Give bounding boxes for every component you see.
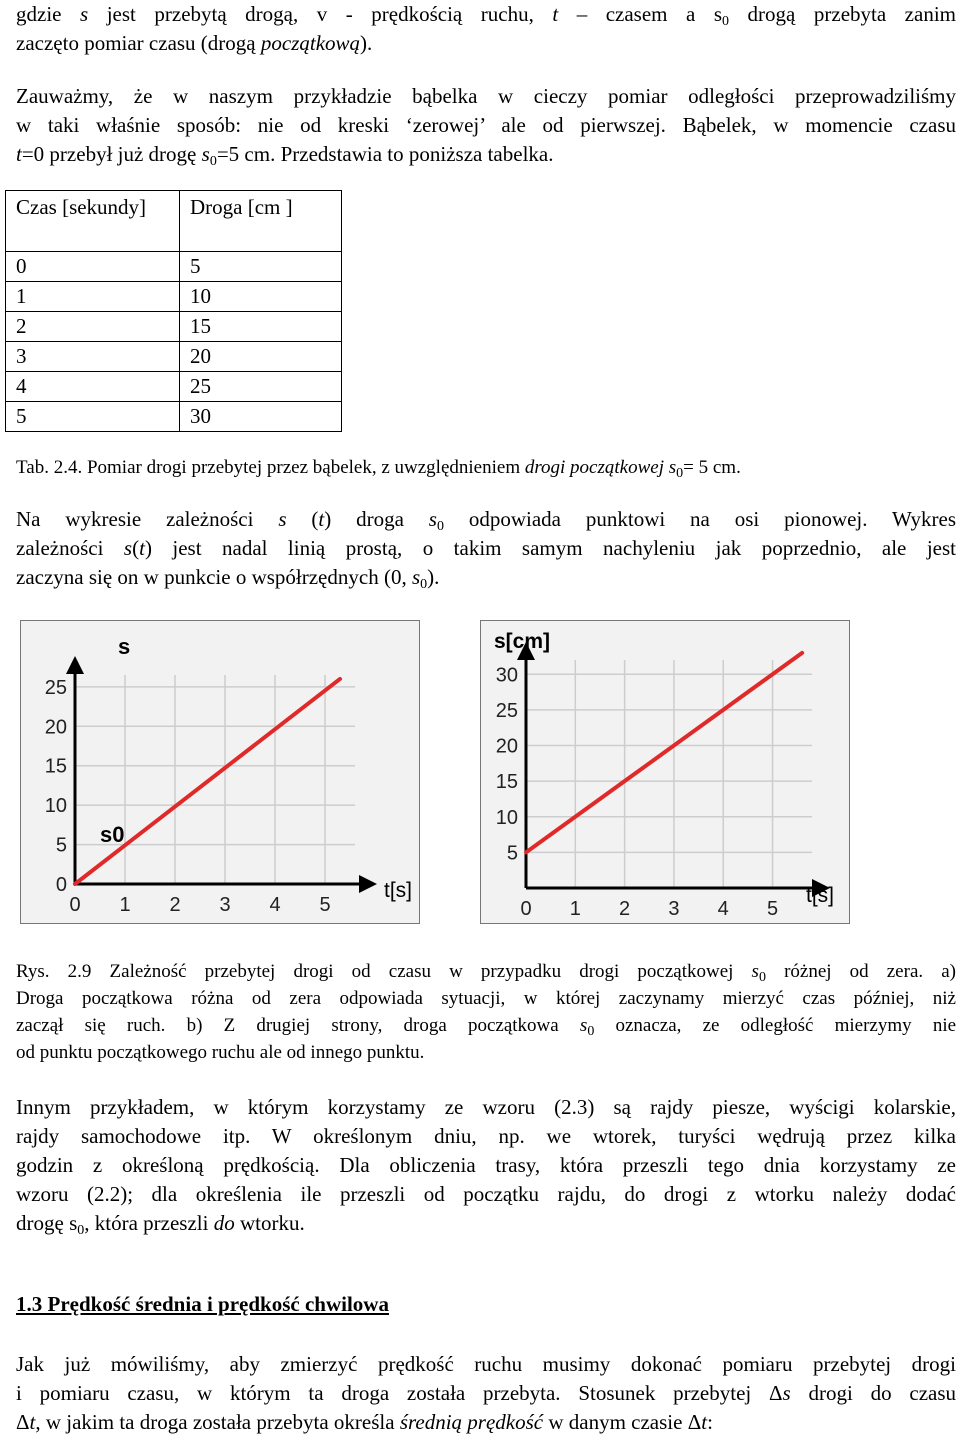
text-line: Zauważmy, że w naszym przykładzie bąbelka w cieczy pomiar odległości przeprowadziliśmy — [16, 84, 956, 108]
y-tick-label: 5 — [506, 842, 518, 865]
chart-distance-time-b — [480, 620, 850, 924]
text-line: Na wykresie zależności s (t) droga $s_0$ odpowiada punktowi na osi pionowej. Wykres — [16, 507, 957, 534]
y-tick-label: 25 — [44, 676, 67, 699]
table-row — [6, 252, 342, 282]
x-tick-label: 3 — [668, 898, 680, 920]
y-axis-label: s — [118, 634, 131, 659]
table-row — [6, 402, 342, 432]
y-tick-label: 20 — [44, 716, 67, 739]
text-line: zaczęto pomiar czasu (drogą początkową). — [16, 31, 373, 55]
s0-annotation: s0 — [100, 822, 125, 847]
y-tick-label: 10 — [495, 806, 518, 829]
figure-caption — [16, 958, 956, 1066]
table-cell: 30 — [180, 402, 342, 432]
text-line: Innym przykładem, w którym korzystamy ze wzoru (2.3) są rajdy piesze, wyścigi kolarskie, — [16, 1095, 956, 1119]
x-axis-label: t[s] — [806, 884, 835, 907]
table-cell: 1 — [6, 282, 180, 312]
table-row — [6, 372, 342, 402]
x-tick-label: 4 — [269, 894, 281, 916]
x-tick-label: 2 — [169, 894, 181, 916]
x-tick-label: 1 — [119, 894, 131, 916]
x-tick-label: 3 — [219, 894, 231, 916]
y-tick-label: 10 — [44, 795, 67, 818]
text-line: Droga początkowa różna od zera odpowiada sytuacji, w której zaczynamy mierzyć czas później, niż — [16, 988, 956, 1009]
text-line: t=0 przebył już drogę $s_0=5$ cm. Przedstawia to poniższa tabelka. — [16, 142, 554, 169]
table-cell: 5 — [6, 402, 180, 432]
x-tick-label: 0 — [520, 898, 532, 920]
y-tick-label: 30 — [495, 664, 518, 687]
y-tick-label: 5 — [55, 834, 67, 857]
x-tick-label: 4 — [717, 898, 729, 920]
paragraph-average-velocity — [16, 1350, 956, 1437]
x-tick-label: 1 — [569, 898, 581, 920]
paragraph-rally-example — [16, 1093, 956, 1238]
text-line: w taki właśnie sposób: nie od kreski ‘zerowej’ ale od pierwszej. Bąbelek, w momencie czasu — [16, 113, 956, 137]
text-line: zależności s(t) jest nadal linią prostą, o takim samym nachyleniu jak poprzednio, ale jest — [16, 536, 956, 560]
paragraph-bubble-example — [16, 82, 956, 169]
table-row — [6, 342, 342, 372]
text-line: zaczyna się on w punkcie o współrzędnych (0, $s_0$). — [16, 565, 440, 592]
table-cell: 25 — [180, 372, 342, 402]
chart-distance-time-a — [20, 620, 420, 924]
text-line: wzoru (2.2); dla określenia ile przeszli od początku rajdu, do drogi z wtorku należy dodać — [16, 1182, 956, 1206]
section-heading: 1.3 Prędkość średnia i prędkość chwilowa — [16, 1292, 389, 1316]
x-axis-label: t[s] — [384, 879, 413, 902]
table-cell: 20 — [180, 342, 342, 372]
table-cell: 15 — [180, 312, 342, 342]
y-tick-label: 15 — [495, 771, 518, 794]
text-line: rajdy samochodowe itp. W określonym dniu, np. we wtorek, turyści wędrują przez kilka — [16, 1124, 956, 1148]
table-cell: 2 — [6, 312, 180, 342]
x-tick-label: 0 — [69, 894, 81, 916]
table-cell: 10 — [180, 282, 342, 312]
text-line: Δt, w jakim ta droga została przebyta określa średnią prędkość w danym czasie Δt: — [16, 1410, 713, 1434]
table-caption: Tab. 2.4. Pomiar drogi przebytej przez bąbelek, z uwzględnieniem drogi początkowej $s_0= 5$ cm. — [16, 457, 741, 481]
paragraph-graph-description — [16, 505, 956, 592]
column-header-distance: Droga [cm ] — [180, 191, 342, 252]
text-line: gdzie s jest przebytą drogą, v - prędkością ruchu, t – czasem a $s_0$ drogą przebyta zanim — [16, 2, 956, 29]
table-cell: 0 — [6, 252, 180, 282]
y-tick-label: 20 — [495, 735, 518, 758]
y-tick-label: 15 — [44, 755, 67, 778]
table-row — [6, 282, 342, 312]
table-row — [6, 312, 342, 342]
x-tick-label: 2 — [619, 898, 631, 920]
y-tick-label: 0 — [55, 874, 67, 896]
table-cell: 4 — [6, 372, 180, 402]
y-tick-label: 25 — [495, 699, 518, 722]
x-tick-label: 5 — [319, 894, 331, 916]
text-line: godzin z określoną prędkością. Dla obliczenia trasy, która przeszli tego dnia korzystamy ze — [16, 1153, 956, 1177]
text-line: drogę $s_0$, która przeszli do wtorku. — [16, 1211, 305, 1238]
paragraph-intro — [16, 0, 956, 58]
table-cell: 3 — [6, 342, 180, 372]
text-line: od punktu początkowego ruchu ale od innego punktu. — [16, 1042, 425, 1063]
table-header-row — [6, 191, 342, 252]
measurement-table — [5, 190, 342, 432]
text-line: Jak już mówiliśmy, aby zmierzyć prędkość ruchu musimy dokonać pomiaru przebytej drogi — [16, 1352, 956, 1376]
column-header-time: Czas [sekundy] — [6, 191, 180, 252]
text-line: zaczął się ruch. b) Z drugiej strony, droga początkowa $s_0$ oznacza, ze odległość mierzymy nie — [16, 1015, 957, 1039]
y-axis-label: s[cm] — [494, 630, 551, 653]
x-tick-label: 5 — [766, 898, 779, 920]
table-cell: 5 — [180, 252, 342, 282]
text-line: Rys. 2.9 Zależność przebytej drogi od czasu w przypadku drogi początkowej $s_0$ różnej od zera. a) — [16, 961, 956, 985]
text-line: i pomiaru czasu, w którym ta droga została przebyta. Stosunek przebytej Δs drogi do czasu — [16, 1381, 957, 1405]
